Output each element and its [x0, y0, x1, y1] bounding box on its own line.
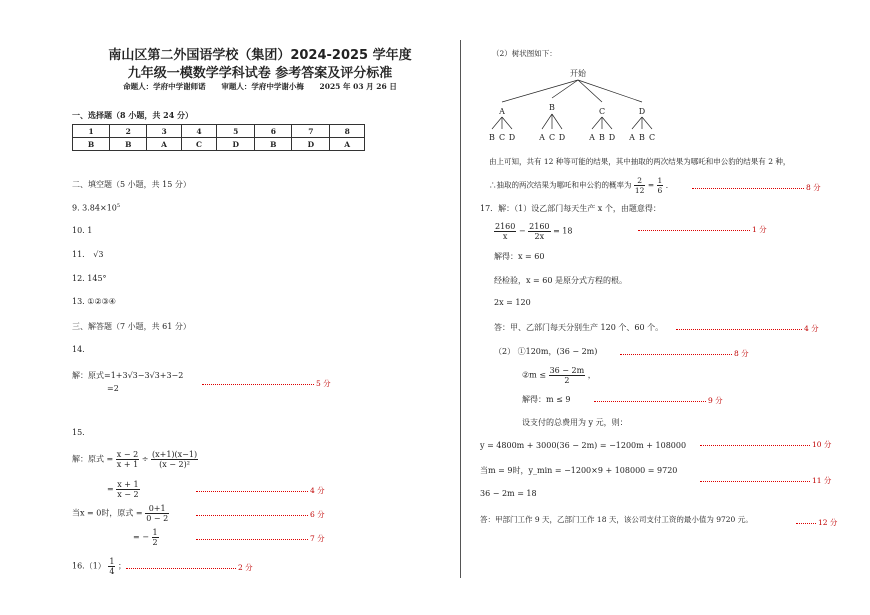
tree-node: C — [598, 107, 606, 116]
q11-value: √3 — [93, 250, 104, 259]
score-label: 1 分 — [752, 225, 767, 234]
q17-part2-b — [522, 366, 596, 385]
numerator: 2160 — [529, 222, 550, 231]
q17-equation — [494, 222, 573, 241]
q17-36: 36 − 2m = 18 — [480, 489, 537, 498]
q17-score-mark-6 — [700, 475, 831, 486]
table-cell: 8 — [330, 125, 365, 138]
section1-heading: 一、选择题（8 小题，共 24 分） — [72, 110, 194, 120]
denominator: 12 — [634, 186, 645, 195]
tree-edges-level2 — [492, 114, 652, 129]
tree-edge — [578, 80, 642, 102]
equals-sign: = − — [133, 532, 149, 542]
table-cell: 3 — [147, 125, 182, 138]
q16-suffix: ； — [118, 561, 126, 571]
dotted-leader — [796, 523, 816, 524]
tree-edge — [552, 114, 562, 129]
denominator: x + 1 — [116, 460, 139, 469]
tree-edge — [642, 117, 652, 129]
tree-leaf: D — [558, 133, 566, 142]
reviewer-label: 审题人：学府中学谢小梅 — [221, 82, 304, 91]
denominator: 6 — [657, 186, 663, 195]
q15-line3 — [72, 504, 169, 523]
numerator: (x+1)(x−1) — [151, 450, 198, 459]
q15-line4 — [133, 528, 159, 547]
table-row-answers — [73, 138, 365, 151]
score-label: 8 分 — [734, 349, 749, 358]
fraction — [152, 528, 159, 547]
score-label: 2 分 — [238, 563, 253, 572]
denominator: 0 − 2 — [146, 514, 169, 523]
numerator: x + 1 — [117, 480, 139, 489]
fraction — [151, 450, 198, 469]
tree-leaf: D — [608, 133, 616, 142]
tree-leaf: B — [639, 133, 645, 142]
q15-score-mark-1 — [196, 485, 325, 496]
exam-date: 2025 年 03 月 26 日 — [319, 82, 397, 91]
score-label: 5 分 — [316, 379, 331, 388]
dotted-leader — [196, 539, 308, 540]
author-label: 命题人：学府中学谢师诺 — [123, 82, 206, 91]
q17-score-mark-5 — [700, 439, 831, 450]
q16-prefix: 16.（1） — [72, 561, 106, 571]
q15-line2 — [107, 480, 140, 499]
minus-sign: − — [518, 226, 526, 236]
tree-edge — [592, 117, 602, 129]
dotted-leader — [692, 188, 804, 189]
q15-line1 — [72, 450, 198, 469]
q17-score-mark-3 — [620, 348, 749, 359]
divide-sign: ÷ — [141, 454, 149, 464]
q17-check: 经检验，x = 60 是原分式方程的根。 — [494, 276, 628, 285]
tree-leaf: C — [648, 133, 656, 142]
tree-edge — [502, 80, 578, 102]
fraction — [549, 366, 586, 385]
q17-answer1: 答：甲、乙部门每天分别生产 120 个、60 个。 — [494, 323, 664, 332]
q15-score-mark-3 — [196, 533, 325, 544]
q17-score-mark-4 — [594, 395, 723, 406]
title-line-2: 九年级一模数学学科试卷 参考答案及评分标准 — [127, 66, 393, 81]
dotted-leader — [196, 515, 308, 516]
score-label: 4 分 — [310, 486, 325, 495]
q17-let: 设支付的总费用为 y 元，则： — [522, 418, 628, 427]
numerator: 2160 — [495, 222, 516, 231]
q15-prefix: 解：原式 = — [72, 454, 114, 464]
q17-solve: 解得：x = 60 — [494, 252, 545, 261]
table-cell: D — [217, 138, 255, 151]
equation-rhs: = 18 — [553, 226, 573, 236]
score-label: 7 分 — [310, 534, 325, 543]
numerator: 0+1 — [145, 504, 169, 514]
tree-edge — [492, 117, 502, 129]
table-cell: 1 — [73, 125, 110, 138]
q14-line2: =2 — [107, 384, 119, 393]
answer-q12: 12. 145° — [72, 274, 107, 283]
denominator: x — [502, 232, 508, 241]
fraction — [657, 176, 664, 195]
table-cell: C — [181, 138, 216, 151]
q14-line1: 解：原式=1+3√3−3√3+3−2 — [72, 371, 184, 380]
period: ． — [665, 180, 674, 190]
dotted-leader — [202, 384, 314, 385]
denominator: (x − 2)² — [159, 460, 190, 469]
table-cell: 4 — [181, 125, 216, 138]
score-label: 6 分 — [310, 510, 325, 519]
tree-node: A — [499, 107, 505, 116]
q17-part2-a: （2） ①120m，(36 − 2m) — [494, 347, 598, 356]
fraction — [145, 504, 169, 523]
numerator: x − 2 — [116, 450, 139, 459]
fraction — [528, 222, 550, 241]
q9-text: 9. 3.84×10 — [72, 203, 117, 213]
tree-leaf: C — [498, 133, 506, 142]
table-cell: A — [147, 138, 182, 151]
q9-exponent: 5 — [116, 203, 121, 209]
author-line — [65, 81, 455, 92]
tree-root-label: 开始 — [570, 69, 586, 78]
dotted-leader — [594, 401, 706, 402]
answer-q13: 13. ①②③④ — [72, 297, 116, 306]
fraction — [116, 450, 139, 469]
q17-score-mark-7 — [796, 517, 837, 528]
q17-solve2: 解得：m ≤ 9 — [522, 395, 571, 404]
score-label: 8 分 — [806, 183, 821, 192]
tree-edge — [552, 80, 578, 98]
tree-node: D — [638, 107, 646, 116]
q16-score-mark — [126, 562, 253, 573]
tree-leaf: D — [508, 133, 516, 142]
tree-leaf: B — [489, 133, 495, 142]
q15-score-mark-2 — [196, 509, 325, 520]
denominator: 2 — [152, 538, 158, 547]
table-cell: B — [73, 138, 110, 151]
table-cell: 5 — [217, 125, 255, 138]
column-divider — [460, 40, 461, 578]
numerator: 1 — [657, 176, 663, 185]
table-cell: D — [292, 138, 330, 151]
denominator: 4 — [109, 567, 115, 576]
dotted-leader — [676, 329, 802, 330]
dotted-leader — [700, 445, 810, 446]
dotted-leader — [126, 568, 236, 569]
q17-2x: 2x = 120 — [494, 298, 531, 307]
table-cell: 6 — [255, 125, 292, 138]
q15-when: 当x = 0时，原式 = — [72, 508, 143, 518]
tree-leaf: C — [548, 133, 556, 142]
table-cell: 2 — [110, 125, 147, 138]
answer-q16 — [72, 557, 126, 576]
tree-leaf: A — [539, 133, 545, 142]
numerator: 1 — [109, 557, 115, 566]
table-cell: B — [110, 138, 147, 151]
q14-number: 14. — [72, 345, 85, 354]
score-label: 12 分 — [818, 518, 838, 527]
numerator: 2 — [634, 176, 646, 186]
score-label: 4 分 — [804, 324, 819, 333]
fraction — [116, 480, 139, 499]
tree-edge — [632, 117, 642, 129]
q17-min: 当m = 9时，y_min = −1200×9 + 108000 = 9720 — [480, 466, 678, 475]
dotted-leader — [700, 481, 810, 482]
tree-edges-level1 — [502, 80, 642, 102]
choice-answer-table — [72, 124, 365, 151]
section3-heading: 三、解答题（7 小题，共 61 分） — [72, 322, 191, 331]
equals-sign: = — [107, 484, 114, 494]
table-cell: A — [330, 138, 365, 151]
tree-leaf: B — [599, 133, 605, 142]
equals-sign: = — [647, 180, 655, 190]
dotted-leader — [620, 354, 732, 355]
tree-leaf: A — [629, 133, 635, 142]
fraction — [494, 222, 516, 241]
comma: ， — [587, 370, 596, 380]
dotted-leader — [196, 491, 308, 492]
numerator: 1 — [152, 528, 158, 537]
fraction — [634, 176, 646, 195]
tree-edge — [542, 114, 552, 129]
fraction — [108, 557, 115, 576]
score-label: 10 分 — [812, 440, 832, 449]
table-cell: 7 — [292, 125, 330, 138]
tree-edge — [578, 80, 602, 102]
prob-text: ∴抽取的两次结果为哪吒和申公豹的概率为 — [489, 180, 632, 190]
numerator: 36 − 2m — [549, 366, 585, 375]
tree-edge — [502, 117, 512, 129]
tree-intro: （2）树状图如下： — [492, 49, 557, 58]
probability-line — [489, 176, 673, 195]
tree-leaf: A — [589, 133, 595, 142]
q17-cost-equation: y = 4800m + 3000(36 − 2m) = −1200m + 108000 — [480, 441, 687, 450]
denominator: 2x — [534, 232, 545, 241]
section2-heading: 二、填空题（5 小题，共 15 分） — [72, 180, 191, 189]
denominator: 2 — [564, 376, 570, 385]
answer-q11 — [72, 250, 103, 259]
q17-final-answer: 答：甲部门工作 9 天，乙部门工作 18 天，该公司支付工资的最小值为 9720 元。 — [480, 515, 753, 524]
table-row-numbers — [73, 125, 365, 138]
prob-score-mark — [692, 182, 821, 193]
title-line-1: 南山区第二外国语学校（集团）2024-2025 学年度 — [108, 48, 412, 63]
q15-number: 15. — [72, 428, 85, 437]
table-cell: B — [255, 138, 292, 151]
answer-q9 — [72, 203, 120, 213]
q11-number: 11. — [72, 250, 85, 259]
answer-q10: 10. 1 — [72, 226, 93, 235]
q17-line1: 17．解：（1）设乙部门每天生产 x 个，由题意得： — [480, 204, 661, 213]
score-label: 9 分 — [708, 396, 723, 405]
tree-diagram — [480, 66, 680, 148]
score-label: 11 分 — [812, 476, 832, 485]
tree-edge — [602, 117, 612, 129]
tree-summary: 由上可知，共有 12 种等可能的结果，其中抽取的两次结果为哪吒和申公豹的结果有 2 种， — [489, 157, 791, 166]
q17-score-mark-2 — [676, 323, 819, 334]
q14-score-mark — [202, 378, 331, 389]
denominator: x − 2 — [117, 490, 139, 499]
q17-score-mark-1 — [638, 224, 767, 235]
tree-node: B — [549, 103, 555, 112]
inequality-prefix: ②m ≤ — [522, 370, 547, 380]
dotted-leader — [638, 230, 750, 231]
